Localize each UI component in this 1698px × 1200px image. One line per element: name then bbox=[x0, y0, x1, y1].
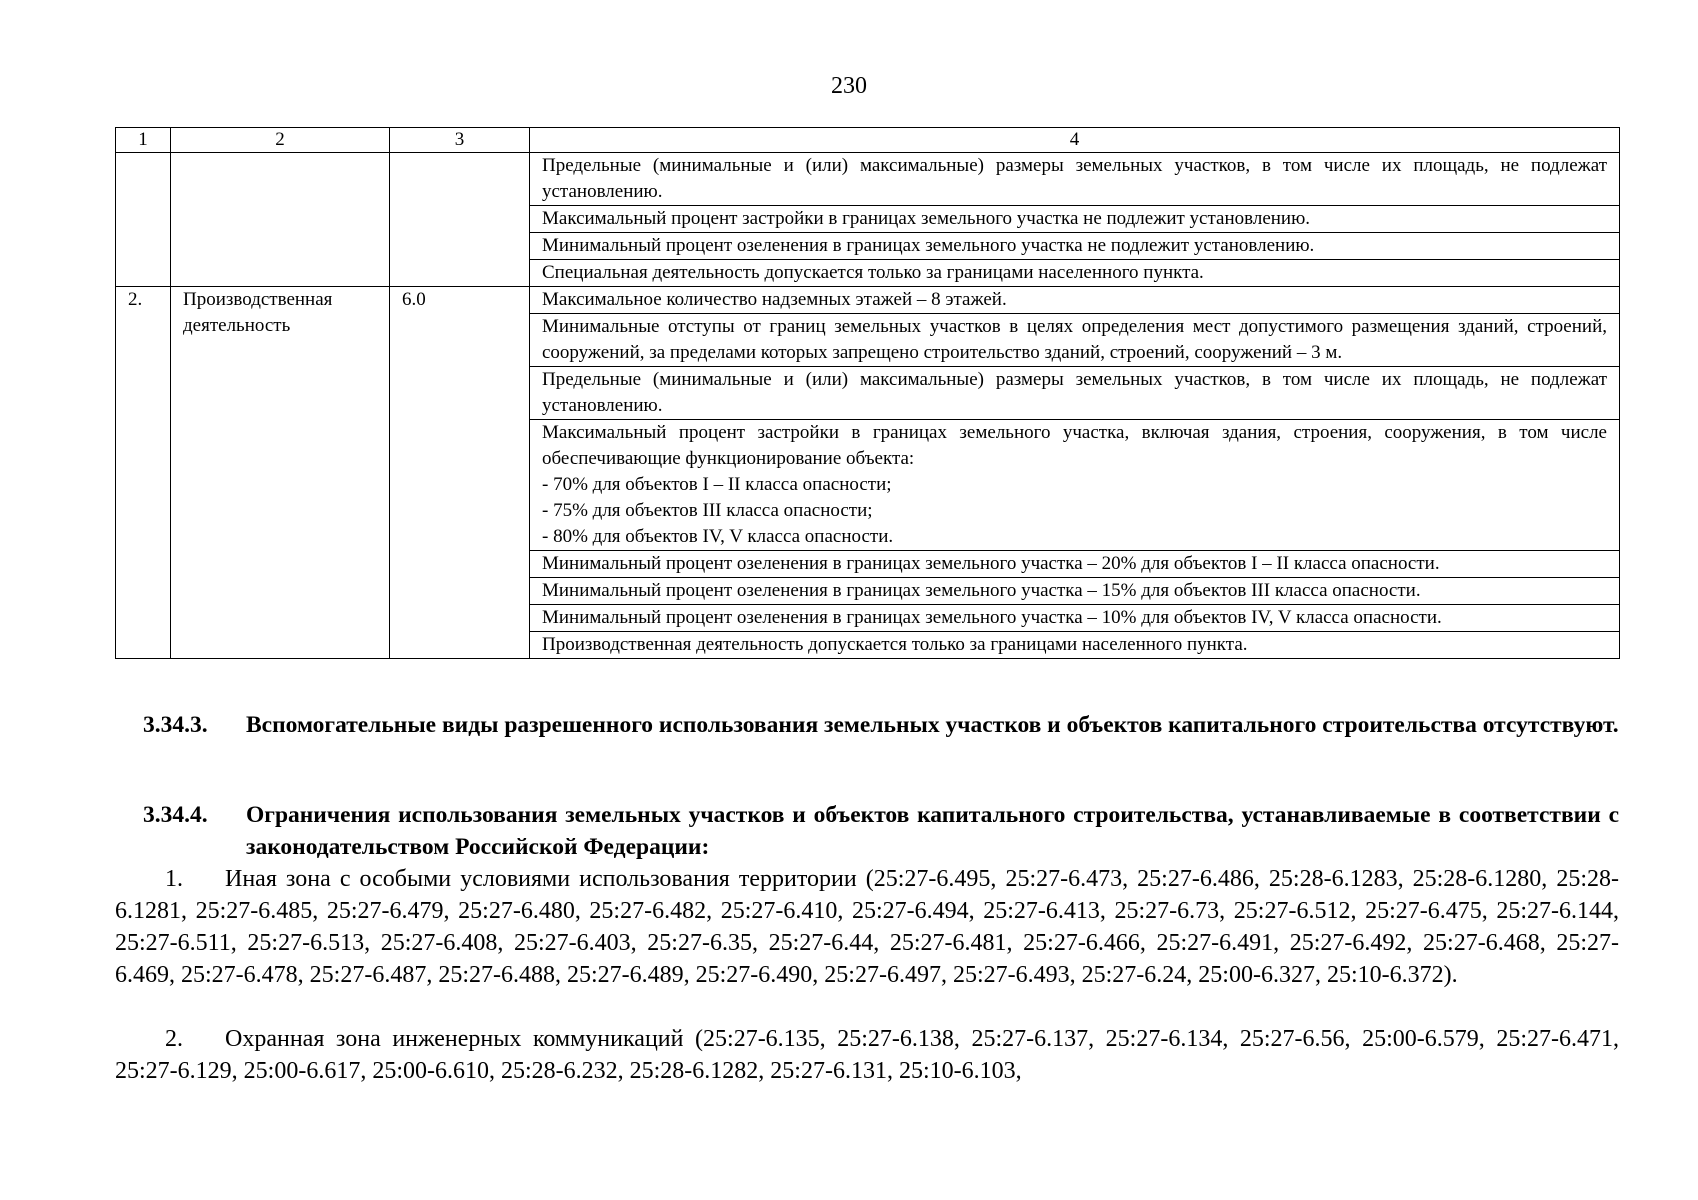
header-cell: 2 bbox=[171, 128, 390, 153]
page-number: 230 bbox=[831, 73, 867, 99]
param-cell: Производственная деятельность допускается только за границами населенного пункта. bbox=[530, 632, 1620, 659]
paragraph-text: Охранная зона инженерных коммуникаций (25:27-6.135, 25:27-6.138, 25:27-6.137, 25:27-6.134, 25:27-6.56, 25:00-6.579, 25:27-6.471, 25:27-6.129, 25:00-6.617, 25:00-6.610, 25:28-6.232, 25:28-6.1282, 25:27-6.131, 25:10-6.103, bbox=[115, 1026, 1619, 1084]
table-row bbox=[116, 287, 1620, 314]
row-number-cell: 2. bbox=[116, 287, 171, 659]
section-heading: Ограничения использования земельных участков и объектов капитального строительства, устанавливаемые в соответствии с законодательством Российской Федерации: bbox=[246, 802, 1619, 860]
restriction-paragraph-2 bbox=[115, 1023, 1619, 1087]
param-intro: Максимальный процент застройки в границах земельного участка, включая здания, строения, сооружения, в том числе обеспечивающие функционирование объекта: bbox=[542, 422, 1607, 469]
section-number: 3.34.4. bbox=[143, 802, 208, 828]
param-cell: Предельные (минимальные и (или) максимальные) размеры земельных участков, в том числе их площадь, не подлежат установлению. bbox=[530, 367, 1620, 420]
param-list-item: - 75% для объектов III класса опасности; bbox=[542, 500, 873, 521]
param-cell: Максимальное количество надземных этажей – 8 этажей. bbox=[530, 287, 1620, 314]
param-list-item: - 80% для объектов IV, V класса опасности. bbox=[542, 526, 894, 547]
table-row bbox=[116, 153, 1620, 206]
table-header-row bbox=[116, 128, 1620, 153]
header-cell: 4 bbox=[530, 128, 1620, 153]
empty-cell bbox=[390, 153, 530, 287]
use-name-cell: Производственная деятельность bbox=[171, 287, 390, 659]
param-cell: Минимальные отступы от границ земельных участков в целях определения мест допустимого размещения зданий, строений, сооружений, за пределами которых запрещено строительство зданий, строений, сооружений – 3 м. bbox=[530, 314, 1620, 367]
param-cell: Предельные (минимальные и (или) максимальные) размеры земельных участков, в том числе их площадь, не подлежат установлению. bbox=[530, 153, 1620, 206]
restriction-paragraph-1 bbox=[115, 863, 1619, 991]
param-cell: Минимальный процент озеленения в границах земельного участка – 10% для объектов IV, V класса опасности. bbox=[530, 605, 1620, 632]
paragraph-number: 2. bbox=[165, 1026, 183, 1052]
header-cell: 1 bbox=[116, 128, 171, 153]
param-cell: Минимальный процент озеленения в границах земельного участка не подлежит установлению. bbox=[530, 233, 1620, 260]
param-cell: Минимальный процент озеленения в границах земельного участка – 20% для объектов I – II класса опасности. bbox=[530, 551, 1620, 578]
param-list-item: - 70% для объектов I – II класса опасности; bbox=[542, 474, 892, 495]
empty-cell bbox=[171, 153, 390, 287]
header-cell: 3 bbox=[390, 128, 530, 153]
paragraph-number: 1. bbox=[165, 866, 183, 892]
section-number: 3.34.3. bbox=[143, 712, 208, 738]
section-heading: Вспомогательные виды разрешенного использования земельных участков и объектов капитального строительства отсутствуют. bbox=[246, 712, 1619, 738]
use-code-cell: 6.0 bbox=[390, 287, 530, 659]
section-3-34-3 bbox=[143, 709, 1619, 741]
param-cell: Максимальный процент застройки в границах земельного участка не подлежит установлению. bbox=[530, 206, 1620, 233]
empty-cell bbox=[116, 153, 171, 287]
param-cell: Минимальный процент озеленения в границах земельного участка – 15% для объектов III класса опасности. bbox=[530, 578, 1620, 605]
param-cell: Специальная деятельность допускается только за границами населенного пункта. bbox=[530, 260, 1620, 287]
regulations-table bbox=[115, 127, 1620, 659]
paragraph-text: Иная зона с особыми условиями использования территории (25:27-6.495, 25:27-6.473, 25:27-6.486, 25:28-6.1283, 25:28-6.1280, 25:28-6.1281, 25:27-6.485, 25:27-6.479, 25:27-6.480, 25:27-6.482, 25:27-6.410, 25:27-6.494, 25:27-6.413, 25:27-6.73, 25:27-6.512, 25:27-6.475, 25:27-6.144, 25:27-6.511, 25:27-6.513, 25:27-6.408, 25:27-6.403, 25:27-6.35, 25:27-6.44, 25:27-6.481, 25:27-6.466, 25:27-6.491, 25:27-6.492, 25:27-6.468, 25:27-6.469, 25:27-6.478, 25:27-6.487, 25:27-6.488, 25:27-6.489, 25:27-6.490, 25:27-6.497, 25:27-6.493, 25:27-6.24, 25:00-6.327, 25:10-6.372). bbox=[115, 866, 1619, 988]
section-3-34-4 bbox=[143, 799, 1619, 863]
param-cell bbox=[530, 420, 1620, 551]
